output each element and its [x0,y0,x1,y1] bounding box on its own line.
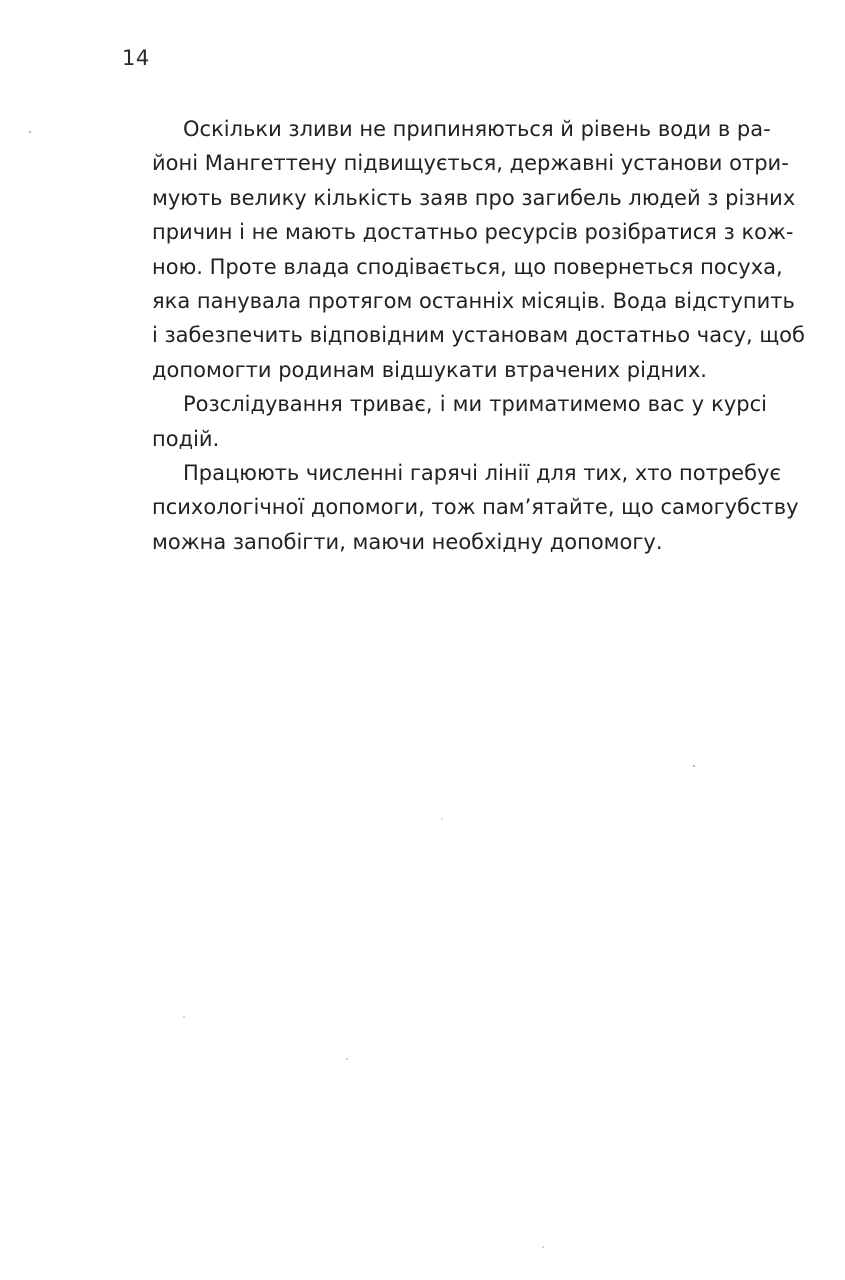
scan-speck [183,1016,185,1018]
scan-speck [693,765,695,767]
paragraph-3 [121,456,799,559]
page-number: 14 [122,46,150,70]
text-line: Оскільки зливи не припиняються й рівень води в ра- [183,117,771,141]
scan-speck [29,131,31,133]
text-line: Працюють численні гарячі лінії для тих, хто потребує [183,461,782,486]
text-line: мують велику кількість заяв про загибель людей з різних [152,185,796,210]
text-line: подій. [152,426,220,451]
text-line: психологічної допомоги, тож пам’ятайте, що самогубству [152,495,799,520]
body-text [121,112,805,559]
paragraph-1 [121,112,805,387]
scan-speck [542,1246,544,1248]
text-line: причин і не мають достатньо ресурсів розібратися з кож- [152,220,794,245]
text-line: і забезпечить відповідним установам достатньо часу, щоб [152,323,805,348]
text-line: Розслідування триває, і ми триматимемо вас у курсі [183,392,767,417]
text-line: допомогти родинам відшукати втрачених рідних. [152,357,707,382]
text-line: можна запобігти, маючи необхідну допомогу. [152,529,663,554]
text-line: йоні Мангеттену підвищується, державні установи отри- [152,151,789,176]
text-line: яка панувала протягом останніх місяців. Вода відступить [152,289,795,314]
paragraph-2 [121,387,767,456]
text-line: ною. Проте влада сподівається, що повернеться посуха, [152,254,783,279]
scan-speck [441,818,443,820]
scan-speck [346,1058,348,1060]
